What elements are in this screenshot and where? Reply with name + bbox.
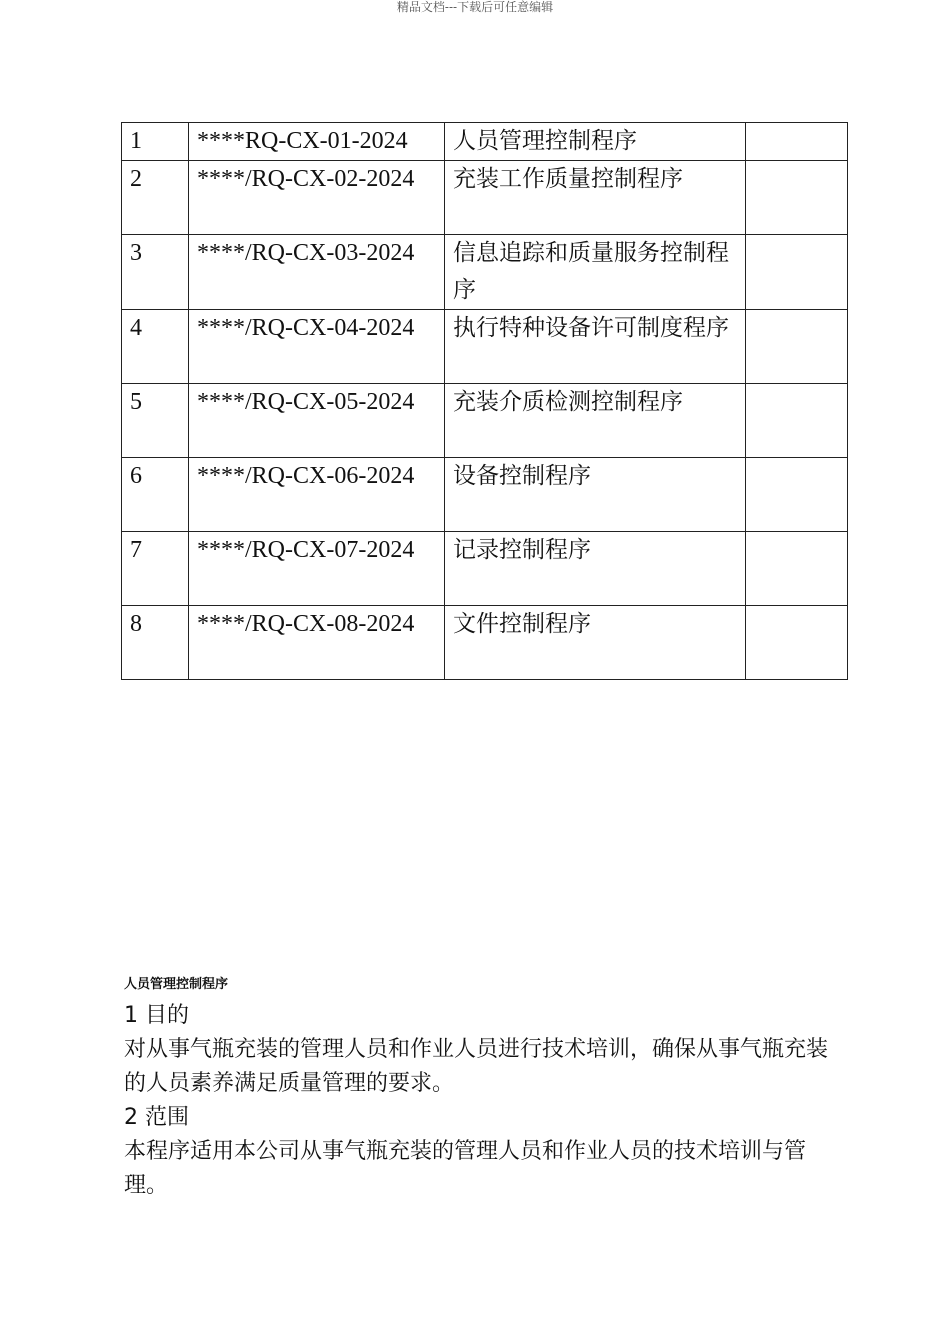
blank-cell: [746, 161, 848, 235]
procedure-name: 记录控制程序: [445, 532, 746, 606]
scope-heading: 2 范围: [124, 1105, 189, 1130]
procedure-name: 充装工作质量控制程序: [445, 161, 746, 235]
blank-cell: [746, 458, 848, 532]
document-code: ****/RQ-CX-04-2024: [189, 310, 445, 384]
procedure-table: [121, 122, 848, 680]
purpose-heading: 1 目的: [124, 1003, 189, 1028]
document-code: ****/RQ-CX-06-2024: [189, 458, 445, 532]
blank-cell: [746, 235, 848, 310]
document-code: ****/RQ-CX-05-2024: [189, 384, 445, 458]
procedure-name: 信息追踪和质量服务控制程序: [445, 235, 746, 310]
page-header: 精品文档---下载后可任意编辑: [396, 0, 554, 14]
procedure-name: 设备控制程序: [445, 458, 746, 532]
blank-cell: [746, 123, 848, 161]
table-row: [122, 532, 848, 606]
table-row: [122, 606, 848, 680]
document-code: ****/RQ-CX-03-2024: [189, 235, 445, 310]
table-row: [122, 123, 848, 161]
table-row: [122, 384, 848, 458]
row-number: 8: [122, 606, 189, 680]
row-number: 7: [122, 532, 189, 606]
blank-cell: [746, 606, 848, 680]
procedure-name: 文件控制程序: [445, 606, 746, 680]
blank-cell: [746, 384, 848, 458]
document-code: ****RQ-CX-01-2024: [189, 123, 445, 161]
table-row: [122, 161, 848, 235]
purpose-paragraph: 对从事气瓶充装的管理人员和作业人员进行技术培训，确保从事气瓶充装的人员素养满足质量管理的要求。: [124, 1037, 829, 1096]
table-row: [122, 235, 848, 310]
document-code: ****/RQ-CX-08-2024: [189, 606, 445, 680]
row-number: 5: [122, 384, 189, 458]
document-code: ****/RQ-CX-02-2024: [189, 161, 445, 235]
row-number: 4: [122, 310, 189, 384]
blank-cell: [746, 532, 848, 606]
table-row: [122, 310, 848, 384]
procedure-name: 执行特种设备许可制度程序: [445, 310, 746, 384]
row-number: 3: [122, 235, 189, 310]
table-row: [122, 458, 848, 532]
row-number: 2: [122, 161, 189, 235]
procedure-name: 人员管理控制程序: [445, 123, 746, 161]
row-number: 1: [122, 123, 189, 161]
procedure-name: 充装介质检测控制程序: [445, 384, 746, 458]
section-title: 人员管理控制程序: [124, 977, 229, 992]
blank-cell: [746, 310, 848, 384]
row-number: 6: [122, 458, 189, 532]
document-code: ****/RQ-CX-07-2024: [189, 532, 445, 606]
scope-paragraph: 本程序适用本公司从事气瓶充装的管理人员和作业人员的技术培训与管理。: [124, 1139, 807, 1198]
